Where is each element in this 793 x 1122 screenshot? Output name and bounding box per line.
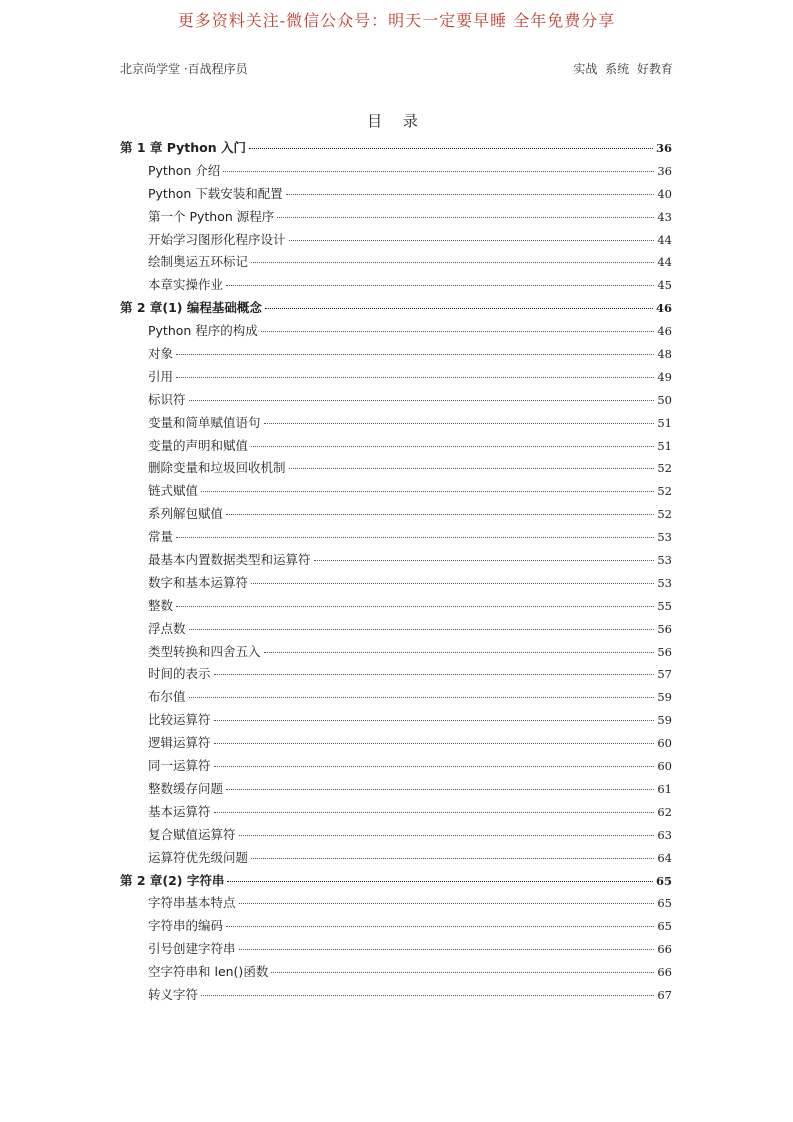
toc-entry-page-number: 59 [657, 713, 672, 728]
toc-section-entry[interactable] [120, 687, 672, 710]
toc-entry-label: 布尔值 [148, 689, 186, 705]
toc-section-entry[interactable] [120, 458, 672, 481]
toc-entry-page-number: 63 [657, 827, 672, 842]
toc-entry-label: Python 下载安装和配置 [148, 185, 283, 201]
toc-entry-label: 本章实操作业 [148, 277, 224, 293]
toc-entry-label: Python 程序的构成 [148, 323, 258, 339]
toc-leader-dots [239, 903, 655, 904]
toc-leader-dots [251, 262, 654, 263]
toc-section-entry[interactable] [120, 619, 672, 642]
toc-entry-label: 常量 [148, 529, 174, 545]
toc-entry-page-number: 61 [657, 781, 672, 796]
toc-entry-label: 对象 [148, 346, 174, 362]
toc-entry-page-number: 56 [657, 644, 672, 659]
toc-leader-dots [226, 285, 654, 286]
toc-entry-page-number: 51 [657, 438, 672, 453]
toc-leader-dots [251, 446, 654, 447]
toc-leader-dots [189, 400, 655, 401]
toc-entry-page-number: 64 [657, 850, 672, 865]
toc-entry-page-number: 65 [657, 896, 672, 911]
toc-entry-page-number: 45 [657, 278, 672, 293]
toc-entry-page-number: 52 [657, 461, 672, 476]
toc-leader-dots [189, 697, 655, 698]
toc-entry-label: 空字符串和 len()函数 [148, 964, 269, 980]
toc-leader-dots [226, 789, 654, 790]
toc-leader-dots [227, 881, 653, 882]
toc-section-entry[interactable] [120, 779, 672, 802]
toc-entry-page-number: 50 [657, 392, 672, 407]
toc-section-entry[interactable] [120, 344, 672, 367]
toc-section-entry[interactable] [120, 962, 672, 985]
toc-entry-page-number: 49 [657, 369, 672, 384]
toc-entry-page-number: 46 [655, 301, 672, 316]
toc-entry-page-number: 66 [657, 942, 672, 957]
promo-banner: 更多资料关注-微信公众号：明天一定要早睡 全年免费分享 [177, 11, 616, 30]
toc-entry-label: 整数 [148, 597, 174, 613]
toc-section-entry[interactable] [120, 596, 672, 619]
toc-leader-dots [214, 743, 655, 744]
toc-section-entry[interactable] [120, 367, 672, 390]
toc-entry-label: 链式赋值 [148, 483, 199, 499]
toc-leader-dots [214, 720, 655, 721]
toc-entry-label: 数字和基本运算符 [148, 574, 249, 590]
toc-section-entry[interactable] [120, 184, 672, 207]
toc-section-entry[interactable] [120, 413, 672, 436]
toc-leader-dots [201, 491, 654, 492]
toc-leader-dots [176, 354, 654, 355]
toc-entry-page-number: 62 [657, 804, 672, 819]
toc-leader-dots [223, 171, 654, 172]
toc-section-entry[interactable] [120, 252, 672, 275]
toc-leader-dots [289, 468, 655, 469]
header-right: 实战 系统 好教育 [573, 62, 673, 76]
toc-leader-dots [176, 537, 654, 538]
table-of-contents [120, 138, 672, 1008]
toc-entry-page-number: 44 [657, 232, 672, 247]
toc-leader-dots [201, 995, 654, 996]
toc-title: 目 录 [367, 112, 426, 130]
toc-chapter-entry[interactable] [120, 138, 672, 161]
toc-entry-label: 同一运算符 [148, 758, 211, 774]
toc-entry-page-number: 60 [657, 736, 672, 751]
toc-entry-page-number: 60 [657, 759, 672, 774]
toc-entry-label: 时间的表示 [148, 666, 211, 682]
toc-entry-label: 引用 [148, 368, 174, 384]
toc-section-entry[interactable] [120, 321, 672, 344]
toc-section-entry[interactable] [120, 527, 672, 550]
toc-entry-label: 类型转换和四舍五入 [148, 643, 261, 659]
header-left: 北京尚学堂 ·百战程序员 [120, 62, 248, 76]
toc-section-entry[interactable] [120, 275, 672, 298]
toc-entry-label: 基本运算符 [148, 803, 211, 819]
toc-section-entry[interactable] [120, 802, 672, 825]
toc-entry-page-number: 36 [657, 163, 672, 178]
toc-leader-dots [226, 514, 654, 515]
toc-entry-page-number: 36 [655, 141, 672, 155]
toc-entry-label: 比较运算符 [148, 712, 211, 728]
toc-entry-label: Python 介绍 [148, 162, 221, 178]
toc-section-entry[interactable] [120, 710, 672, 733]
toc-entry-label: 复合赋值运算符 [148, 826, 236, 842]
toc-entry-page-number: 52 [657, 484, 672, 499]
toc-leader-dots [189, 629, 655, 630]
toc-section-entry[interactable] [120, 825, 672, 848]
toc-leader-dots [264, 423, 655, 424]
toc-entry-label: 绘制奥运五环标记 [148, 254, 249, 270]
toc-leader-dots [176, 377, 654, 378]
toc-chapter-entry[interactable] [120, 298, 672, 321]
toc-entry-label: 整数缓存问题 [148, 780, 224, 796]
toc-leader-dots [176, 606, 654, 607]
toc-entry-page-number: 53 [657, 553, 672, 568]
toc-entry-page-number: 48 [657, 347, 672, 362]
toc-entry-label: 逻辑运算符 [148, 735, 211, 751]
toc-entry-label: 变量的声明和赋值 [148, 437, 249, 453]
toc-entry-label: 引号创建字符串 [148, 941, 236, 957]
toc-entry-label: 第 2 章(2) 字符串 [120, 872, 225, 888]
toc-leader-dots [214, 812, 655, 813]
toc-section-entry[interactable] [120, 436, 672, 459]
toc-entry-label: 最基本内置数据类型和运算符 [148, 552, 311, 568]
toc-entry-page-number: 65 [655, 873, 672, 888]
toc-leader-dots [265, 308, 653, 309]
toc-section-entry[interactable] [120, 550, 672, 573]
toc-entry-label: 转义字符 [148, 986, 199, 1002]
toc-section-entry[interactable] [120, 733, 672, 756]
toc-entry-page-number: 40 [657, 186, 672, 201]
toc-leader-dots [214, 766, 655, 767]
toc-entry-page-number: 66 [657, 965, 672, 980]
toc-entry-page-number: 52 [657, 507, 672, 522]
toc-entry-label: 字符串基本特点 [148, 895, 236, 911]
toc-section-entry[interactable] [120, 207, 672, 230]
toc-entry-page-number: 53 [657, 530, 672, 545]
toc-leader-dots [239, 949, 655, 950]
toc-entry-page-number: 65 [657, 919, 672, 934]
toc-entry-label: 开始学习图形化程序设计 [148, 231, 286, 247]
toc-section-entry[interactable] [120, 985, 672, 1008]
toc-section-entry[interactable] [120, 390, 672, 413]
toc-leader-dots [286, 194, 655, 195]
toc-leader-dots [239, 835, 655, 836]
toc-entry-label: 字符串的编码 [148, 918, 224, 934]
toc-chapter-entry[interactable] [120, 871, 672, 894]
toc-section-entry[interactable] [120, 756, 672, 779]
toc-entry-page-number: 55 [657, 598, 672, 613]
toc-entry-label: 系列解包赋值 [148, 506, 224, 522]
toc-leader-dots [264, 652, 655, 653]
toc-leader-dots [249, 148, 653, 149]
toc-entry-label: 浮点数 [148, 620, 186, 636]
toc-entry-label: 变量和简单赋值语句 [148, 414, 261, 430]
toc-entry-label: 删除变量和垃圾回收机制 [148, 460, 286, 476]
toc-entry-page-number: 57 [657, 667, 672, 682]
toc-leader-dots [226, 926, 654, 927]
toc-section-entry[interactable] [120, 939, 672, 962]
toc-entry-page-number: 46 [657, 324, 672, 339]
toc-entry-label: 第一个 Python 源程序 [148, 208, 275, 224]
toc-entry-label: 第 2 章(1) 编程基础概念 [120, 300, 262, 316]
toc-entry-label: 第 1 章 Python 入门 [120, 140, 247, 155]
toc-entry-page-number: 59 [657, 690, 672, 705]
toc-entry-page-number: 44 [657, 255, 672, 270]
toc-entry-page-number: 67 [657, 987, 672, 1002]
toc-section-entry[interactable] [120, 848, 672, 871]
toc-leader-dots [289, 240, 655, 241]
toc-leader-dots [251, 583, 654, 584]
toc-entry-page-number: 53 [657, 575, 672, 590]
toc-section-entry[interactable] [120, 573, 672, 596]
toc-entry-label: 标识符 [148, 391, 186, 407]
toc-section-entry[interactable] [120, 664, 672, 687]
toc-entry-page-number: 43 [657, 209, 672, 224]
toc-entry-page-number: 51 [657, 415, 672, 430]
toc-section-entry[interactable] [120, 481, 672, 504]
toc-section-entry[interactable] [120, 504, 672, 527]
toc-section-entry[interactable] [120, 161, 672, 184]
toc-leader-dots [314, 560, 655, 561]
toc-section-entry[interactable] [120, 642, 672, 665]
toc-section-entry[interactable] [120, 230, 672, 253]
toc-entry-label: 运算符优先级问题 [148, 849, 249, 865]
toc-leader-dots [261, 331, 655, 332]
toc-leader-dots [271, 972, 654, 973]
toc-leader-dots [277, 217, 654, 218]
toc-section-entry[interactable] [120, 893, 672, 916]
toc-leader-dots [251, 858, 654, 859]
toc-leader-dots [214, 674, 655, 675]
toc-entry-page-number: 56 [657, 621, 672, 636]
toc-section-entry[interactable] [120, 916, 672, 939]
